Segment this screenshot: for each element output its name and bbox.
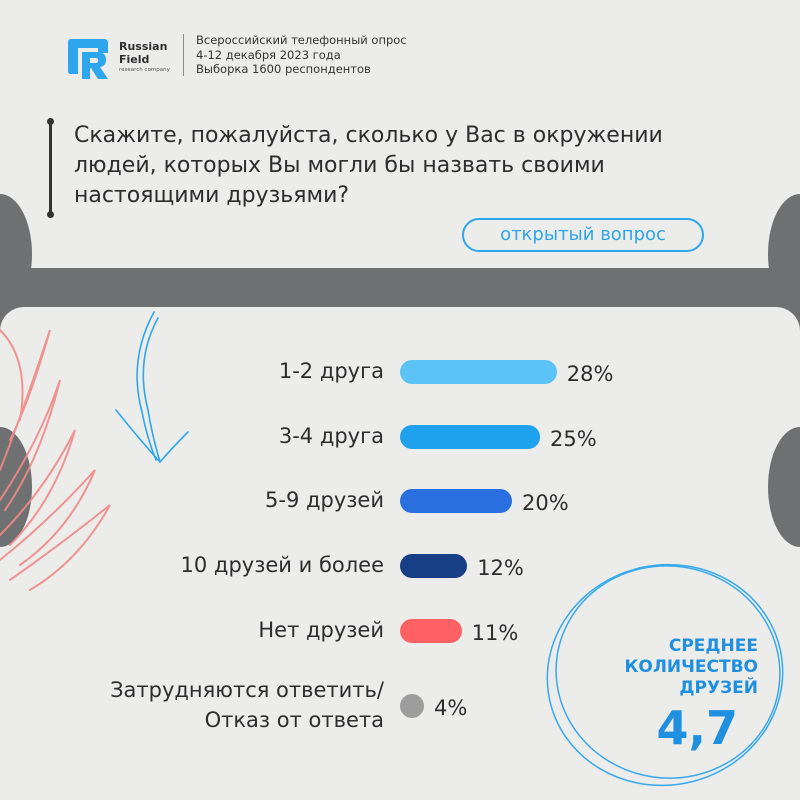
category-label [279, 424, 384, 448]
category-label [258, 618, 384, 642]
category-label [181, 553, 384, 577]
bar [400, 554, 467, 578]
category-label-line: 3-4 друга [278, 424, 384, 448]
value-label: 4% [434, 696, 468, 720]
category-label-line: 1-2 друга [278, 359, 384, 383]
brand-tagline: research company [119, 67, 170, 73]
brand-line: Russian [119, 40, 168, 53]
category-label-line: 10 друзей и более [180, 553, 384, 577]
mean-label-line: КОЛИЧЕСТВО [624, 657, 758, 677]
category-label [110, 675, 384, 735]
question-line: людей, которых Вы могли бы назвать своими [74, 153, 605, 178]
bar [400, 360, 557, 384]
value-label: 12% [477, 556, 524, 580]
category-label-line: Затрудняются ответить/ [110, 678, 384, 702]
category-label [279, 359, 384, 383]
category-label-line: Отказ от ответа [204, 708, 384, 732]
value-label: 25% [550, 427, 597, 451]
category-label-line: Нет друзей [258, 618, 384, 642]
bar [400, 489, 512, 513]
mean-label-line: ДРУЗЕЙ [679, 678, 758, 698]
value-label: 28% [566, 362, 614, 386]
bar [400, 619, 462, 643]
survey-meta-line: 4-12 декабря 2023 года [196, 47, 341, 62]
category-label-line: 5-9 друзей [265, 488, 384, 512]
mean-label-line: СРЕДНЕЕ [668, 636, 758, 656]
bar [400, 425, 540, 449]
category-label [265, 488, 384, 512]
brand-line: Field [119, 53, 150, 66]
question-line: Скажите, пожалуйста, сколько у Вас в окружении [74, 123, 663, 148]
mean-label [624, 636, 758, 699]
value-label: 11% [471, 621, 519, 645]
question-line: настоящими друзьями? [74, 183, 350, 208]
value-label: 20% [522, 491, 569, 515]
survey-meta-line: Выборка 1600 респондентов [196, 62, 371, 76]
open-question-badge: открытый вопрос [462, 218, 704, 252]
mean-value: 4,7 [656, 701, 738, 755]
survey-meta-line: Всероссийский телефонный опрос [196, 33, 407, 47]
bar [400, 694, 424, 718]
